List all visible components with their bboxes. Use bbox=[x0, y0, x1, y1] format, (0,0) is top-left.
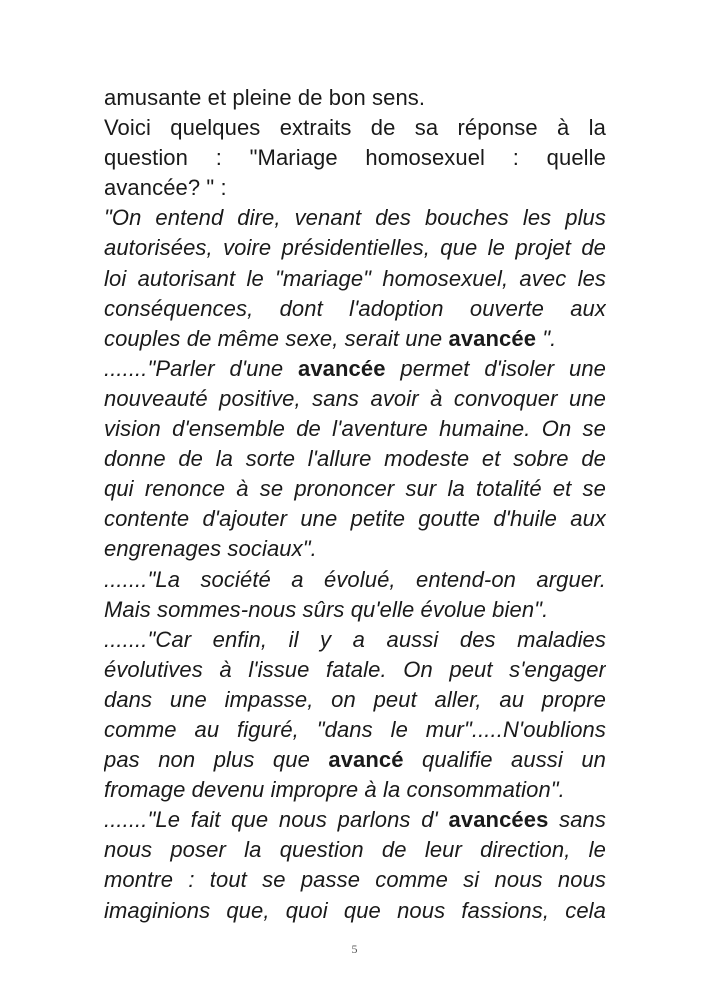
quote-line-2: autorisées, voire présidentielles, que le projet de bbox=[104, 235, 606, 261]
quote-line-11: contente d'ajouter une petite goutte d'huile aux bbox=[104, 506, 606, 532]
quote-line-4: conséquences, dont l'adoption ouverte aux bbox=[104, 295, 606, 321]
quote-line-5-pre: couples de même sexe, serait une bbox=[104, 325, 449, 351]
quote-line-24: imaginions que, quoi que nous fassions, cela bbox=[104, 897, 606, 923]
emphasis-avance: avancé bbox=[328, 747, 404, 773]
emphasis-avancee-2: avancée bbox=[298, 355, 386, 381]
text-line-1: amusante et pleine de bon sens. bbox=[104, 85, 426, 110]
quote-line-21-pre: ......."Le fait que nous parlons d' bbox=[104, 807, 449, 833]
quote-line-16: évolutives à l'issue fatale. On peut s'engager bbox=[104, 656, 606, 682]
quote-line-8: vision d'ensemble de l'aventure humaine. On se bbox=[104, 416, 606, 442]
quote-line-5-post: ". bbox=[536, 325, 557, 351]
quote-line-3: loi autorisant le "mariage" homosexuel, avec les bbox=[104, 265, 606, 291]
quote-line-21-post: sans bbox=[548, 807, 606, 833]
quote-line-13: ......."La société a évolué, entend-on arguer. bbox=[104, 566, 606, 592]
quote-line-17: dans une impasse, on peut aller, au propre bbox=[104, 686, 606, 712]
quote-line-20: fromage devenu impropre à la consommation". bbox=[104, 777, 565, 803]
text-line-3: question : "Mariage homosexuel : quelle bbox=[104, 145, 606, 171]
document-body bbox=[104, 83, 606, 926]
quote-line-5 bbox=[104, 324, 606, 354]
quote-line-6-post: permet d'isoler une bbox=[385, 355, 606, 381]
quote-line-21 bbox=[104, 805, 606, 835]
quote-line-6-pre: ......."Parler d'une bbox=[104, 355, 299, 381]
page-number: 5 bbox=[351, 942, 358, 956]
quote-line-12: engrenages sociaux". bbox=[104, 536, 317, 562]
text-line-2: Voici quelques extraits de sa réponse à la bbox=[104, 115, 606, 141]
quote-line-22: nous poser la question de leur direction, le bbox=[104, 837, 606, 863]
quote-line-14: Mais sommes-nous sûrs qu'elle évolue bien". bbox=[104, 596, 549, 622]
quote-line-10: qui renonce à se prononcer sur la totalité et se bbox=[104, 476, 606, 502]
quote-line-1: "On entend dire, venant des bouches les plus bbox=[104, 205, 606, 231]
quote-line-6 bbox=[104, 354, 606, 384]
emphasis-avancees: avancées bbox=[448, 807, 549, 833]
quote-line-7: nouveauté positive, sans avoir à convoquer une bbox=[104, 385, 606, 411]
quote-line-18: comme au figuré, "dans le mur".....N'oublions bbox=[104, 716, 606, 742]
text-line-4: avancée? " : bbox=[104, 175, 227, 201]
quote-line-19-post: qualifie aussi un bbox=[403, 747, 606, 773]
quote-line-23: montre : tout se passe comme si nous nous bbox=[104, 867, 606, 893]
quote-line-9: donne de la sorte l'allure modeste et sobre de bbox=[104, 446, 606, 472]
emphasis-avancee-1: avancée bbox=[448, 325, 537, 351]
quote-line-19 bbox=[104, 745, 606, 775]
quote-line-19-pre: pas non plus que bbox=[104, 747, 329, 773]
quote-line-15: ......."Car enfin, il y a aussi des maladies bbox=[104, 626, 606, 652]
